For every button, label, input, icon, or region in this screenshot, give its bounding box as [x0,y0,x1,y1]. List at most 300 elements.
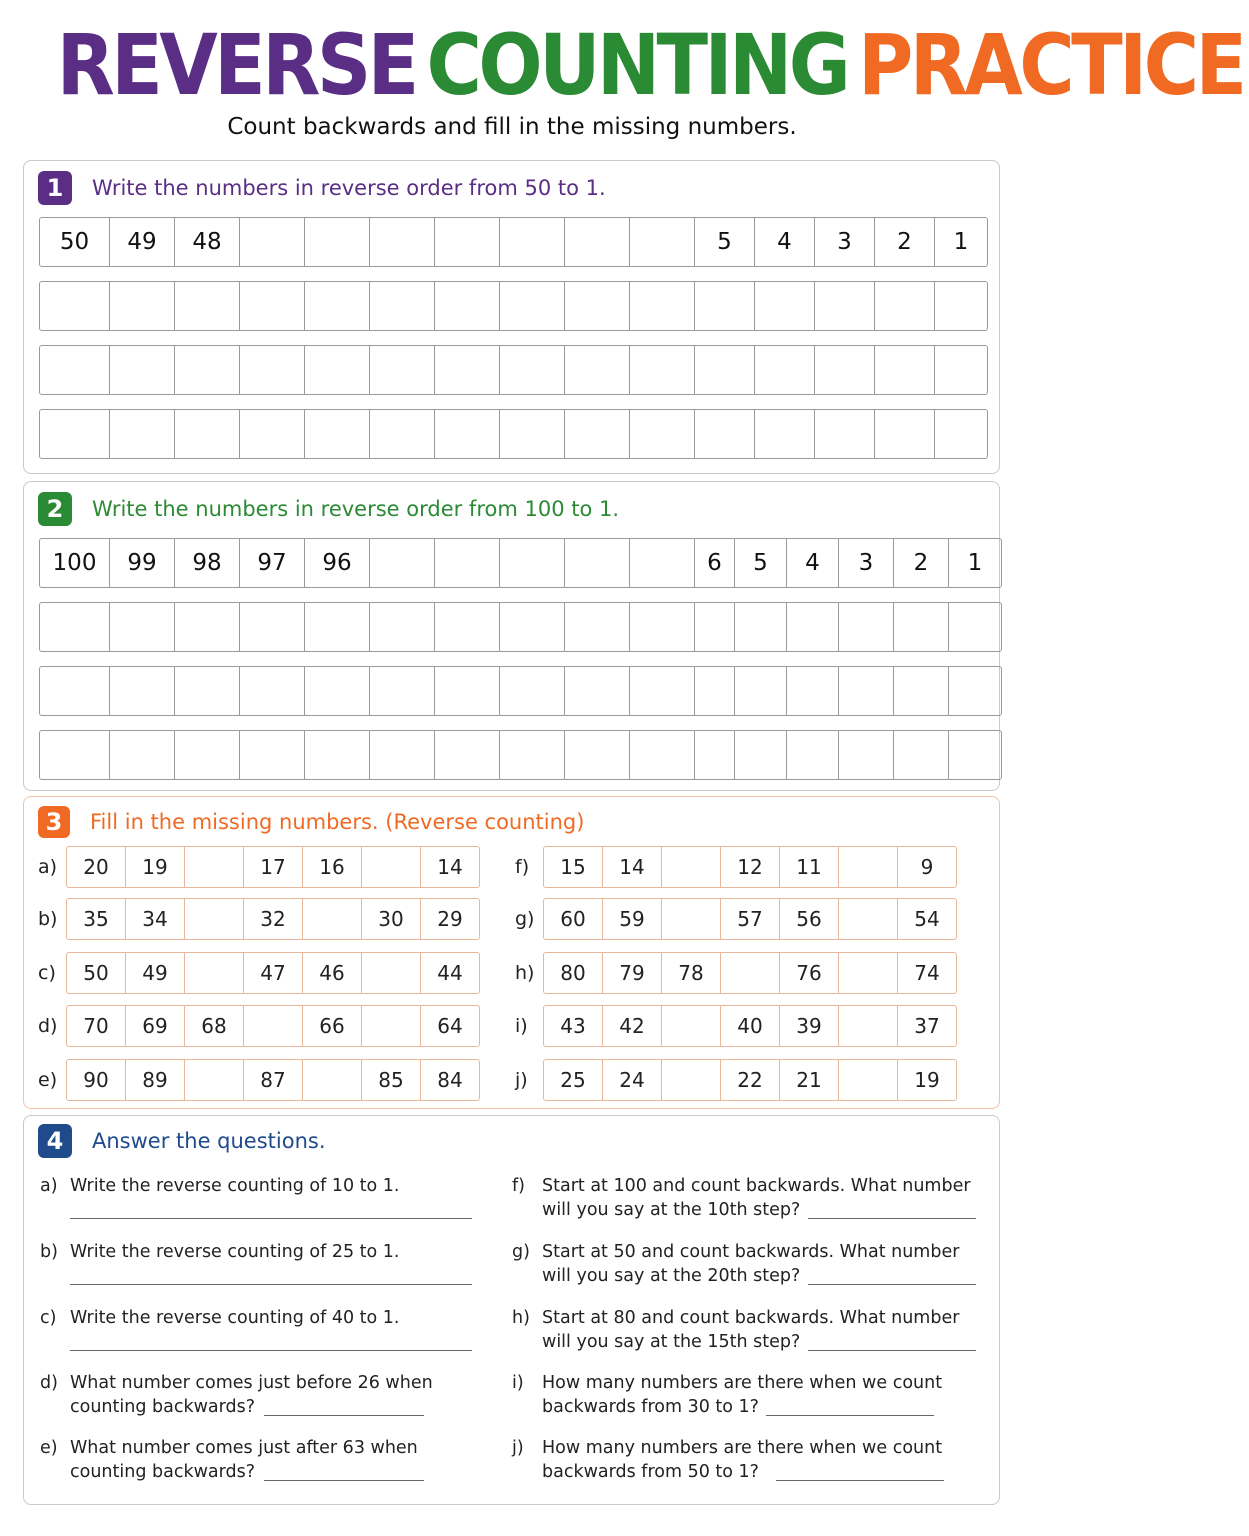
missing-number-row-e [38,1059,480,1101]
given-number-cell: 9 [897,846,957,888]
section2-grid-row [39,538,1002,588]
answer-cell[interactable] [838,602,894,652]
question-e [40,1436,490,1496]
blank-answer-cell[interactable] [361,846,421,888]
answer-cell[interactable] [629,345,695,395]
answer-line[interactable] [808,1218,976,1219]
answer-cell[interactable] [838,730,894,780]
section-1-title: Write the numbers in reverse order from 50 to 1. [92,176,606,200]
answer-cell[interactable] [434,538,500,588]
answer-line[interactable] [70,1284,472,1285]
answer-line[interactable] [70,1350,472,1351]
answer-cell[interactable] [893,602,949,652]
given-number-cell: 19 [897,1059,957,1101]
question-text-continued: counting backwards? [70,1462,256,1482]
answer-cell[interactable] [694,345,755,395]
given-number-cell: 54 [897,898,957,940]
question-h [512,1306,962,1366]
blank-answer-cell[interactable] [361,952,421,994]
answer-cell[interactable] [304,730,370,780]
given-number-cell: 3 [838,538,894,588]
given-number-cell: 43 [543,1005,603,1047]
given-number-cell: 37 [897,1005,957,1047]
given-number-cell: 79 [602,952,662,994]
blank-answer-cell[interactable] [661,1059,721,1101]
given-number-cell: 34 [125,898,185,940]
given-number-cell: 100 [39,538,110,588]
answer-cell[interactable] [109,281,175,331]
given-number-cell: 84 [420,1059,480,1101]
number-sequence [66,1059,480,1101]
section1-grid-row [39,345,988,395]
blank-answer-cell[interactable] [838,1059,898,1101]
given-number-cell: 30 [361,898,421,940]
given-number-cell: 57 [720,898,780,940]
section-3 [23,796,1000,1109]
answer-cell[interactable] [934,281,988,331]
given-number-cell: 74 [897,952,957,994]
given-number-cell: 5 [694,217,755,267]
question-label: j) [512,1438,524,1458]
given-number-cell: 50 [39,217,110,267]
number-sequence [543,1005,957,1047]
given-number-cell: 97 [239,538,305,588]
section2-grid-row [39,602,1002,652]
answer-cell[interactable] [434,409,500,459]
answer-cell[interactable] [39,666,110,716]
given-number-cell: 2 [893,538,949,588]
given-number-cell: 85 [361,1059,421,1101]
given-number-cell: 35 [66,898,126,940]
section-1-header [38,171,606,205]
answer-cell[interactable] [814,281,875,331]
answer-cell[interactable] [874,345,935,395]
answer-cell[interactable] [629,666,695,716]
answer-line[interactable] [264,1480,424,1481]
missing-number-row-a [38,846,480,888]
answer-cell[interactable] [754,281,815,331]
section1-grid-row [39,281,988,331]
answer-cell[interactable] [786,666,839,716]
blank-answer-cell[interactable] [302,898,362,940]
row-label: i) [515,1015,528,1037]
blank-answer-cell[interactable] [361,1005,421,1047]
answer-cell[interactable] [564,730,630,780]
answer-cell[interactable] [369,217,435,267]
blank-answer-cell[interactable] [184,846,244,888]
answer-cell[interactable] [109,730,175,780]
given-number-cell: 50 [66,952,126,994]
answer-cell[interactable] [629,217,695,267]
given-number-cell: 12 [720,846,780,888]
section-4-badge: 4 [38,1124,72,1158]
answer-cell[interactable] [499,730,565,780]
given-number-cell: 21 [779,1059,839,1101]
given-number-cell: 24 [602,1059,662,1101]
row-label: f) [515,856,530,878]
question-b [40,1240,490,1300]
given-number-cell: 16 [302,846,362,888]
answer-cell[interactable] [499,602,565,652]
question-j [512,1436,962,1496]
given-number-cell: 1 [934,217,988,267]
answer-cell[interactable] [239,730,305,780]
given-number-cell: 3 [814,217,875,267]
answer-cell[interactable] [694,281,755,331]
answer-cell[interactable] [369,730,435,780]
question-text-continued: backwards from 50 to 1? [542,1462,759,1482]
answer-cell[interactable] [874,409,935,459]
missing-number-row-f [515,846,957,888]
number-sequence [66,846,480,888]
question-label: c) [40,1308,57,1328]
number-sequence [543,1059,957,1101]
answer-cell[interactable] [564,409,630,459]
blank-answer-cell[interactable] [838,1005,898,1047]
question-label: b) [40,1242,58,1262]
given-number-cell: 70 [66,1005,126,1047]
blank-answer-cell[interactable] [184,1059,244,1101]
answer-cell[interactable] [39,281,110,331]
question-text-continued: will you say at the 20th step? [542,1266,801,1286]
answer-cell[interactable] [694,602,735,652]
missing-number-row-i [515,1005,957,1047]
blank-answer-cell[interactable] [838,846,898,888]
answer-cell[interactable] [304,602,370,652]
answer-cell[interactable] [694,409,755,459]
row-label: g) [515,908,535,930]
blank-answer-cell[interactable] [243,1005,303,1047]
number-sequence [543,952,957,994]
row-label: b) [38,908,58,930]
title-word-reverse: REVERSE [56,16,416,114]
given-number-cell: 25 [543,1059,603,1101]
given-number-cell: 49 [109,217,175,267]
given-number-cell: 29 [420,898,480,940]
answer-cell[interactable] [564,666,630,716]
number-sequence [66,1005,480,1047]
answer-cell[interactable] [734,730,787,780]
question-text: Start at 80 and count backwards. What number [542,1308,960,1328]
answer-cell[interactable] [174,602,240,652]
answer-cell[interactable] [499,666,565,716]
section2-grid-row [39,730,1002,780]
missing-number-row-c [38,952,480,994]
worksheet-title [51,16,1244,114]
question-text: What number comes just before 26 when [70,1373,433,1393]
section-1-badge: 1 [38,171,72,205]
question-label: h) [512,1308,530,1328]
question-label: e) [40,1438,58,1458]
given-number-cell: 49 [125,952,185,994]
answer-cell[interactable] [734,602,787,652]
given-number-cell: 69 [125,1005,185,1047]
title-word-practice: PRACTICE [857,16,1244,114]
answer-cell[interactable] [369,538,435,588]
answer-cell[interactable] [239,281,305,331]
answer-cell[interactable] [239,666,305,716]
answer-cell[interactable] [174,666,240,716]
question-text-continued: will you say at the 15th step? [542,1332,801,1352]
answer-cell[interactable] [174,345,240,395]
given-number-cell: 66 [302,1005,362,1047]
answer-cell[interactable] [629,730,695,780]
answer-cell[interactable] [934,345,988,395]
answer-cell[interactable] [499,217,565,267]
given-number-cell: 59 [602,898,662,940]
answer-cell[interactable] [239,409,305,459]
given-number-cell: 17 [243,846,303,888]
question-i [512,1371,962,1431]
answer-cell[interactable] [434,217,500,267]
section-3-badge: 3 [38,806,70,838]
answer-line[interactable] [808,1350,976,1351]
given-number-cell: 4 [786,538,839,588]
question-a [40,1174,490,1234]
missing-number-row-h [515,952,957,994]
answer-cell[interactable] [239,602,305,652]
answer-cell[interactable] [369,345,435,395]
answer-cell[interactable] [754,345,815,395]
worksheet-subtitle: Count backwards and fill in the missing numbers. [227,114,797,140]
answer-line[interactable] [776,1480,944,1481]
answer-cell[interactable] [434,345,500,395]
answer-cell[interactable] [948,730,1002,780]
answer-cell[interactable] [838,666,894,716]
answer-cell[interactable] [304,666,370,716]
answer-line[interactable] [264,1415,424,1416]
question-d [40,1371,490,1431]
answer-cell[interactable] [629,602,695,652]
answer-cell[interactable] [629,281,695,331]
answer-cell[interactable] [694,730,735,780]
given-number-cell: 46 [302,952,362,994]
answer-cell[interactable] [39,602,110,652]
given-number-cell: 90 [66,1059,126,1101]
given-number-cell: 6 [694,538,735,588]
missing-number-row-b [38,898,480,940]
answer-cell[interactable] [39,730,110,780]
answer-cell[interactable] [754,409,815,459]
question-label: d) [40,1373,58,1393]
question-label: a) [40,1176,58,1196]
given-number-cell: 19 [125,846,185,888]
given-number-cell: 40 [720,1005,780,1047]
section-2 [23,481,1000,791]
question-text: What number comes just after 63 when [70,1438,418,1458]
given-number-cell: 78 [661,952,721,994]
answer-cell[interactable] [434,602,500,652]
section-1 [23,160,1000,474]
section-4 [23,1115,1000,1505]
blank-answer-cell[interactable] [661,846,721,888]
answer-cell[interactable] [109,409,175,459]
row-label: h) [515,962,535,984]
answer-cell[interactable] [39,409,110,459]
question-text-continued: backwards from 30 to 1? [542,1397,759,1417]
question-label: i) [512,1373,524,1393]
answer-cell[interactable] [239,217,305,267]
answer-line[interactable] [808,1284,976,1285]
answer-cell[interactable] [434,730,500,780]
answer-cell[interactable] [109,602,175,652]
question-text: Write the reverse counting of 10 to 1. [70,1176,400,1196]
missing-number-row-d [38,1005,480,1047]
answer-line[interactable] [766,1415,934,1416]
answer-cell[interactable] [499,538,565,588]
given-number-cell: 14 [420,846,480,888]
given-number-cell: 14 [602,846,662,888]
question-text: Start at 100 and count backwards. What number [542,1176,971,1196]
answer-cell[interactable] [434,666,500,716]
question-label: g) [512,1242,530,1262]
given-number-cell: 68 [184,1005,244,1047]
given-number-cell: 98 [174,538,240,588]
blank-answer-cell[interactable] [302,1059,362,1101]
answer-cell[interactable] [948,602,1002,652]
given-number-cell: 60 [543,898,603,940]
answer-cell[interactable] [174,409,240,459]
answer-cell[interactable] [369,666,435,716]
question-text: Start at 50 and count backwards. What number [542,1242,960,1262]
answer-cell[interactable] [629,538,695,588]
title-word-counting: COUNTING [426,16,848,114]
given-number-cell: 56 [779,898,839,940]
answer-cell[interactable] [564,602,630,652]
blank-answer-cell[interactable] [661,1005,721,1047]
answer-cell[interactable] [564,538,630,588]
given-number-cell: 80 [543,952,603,994]
missing-number-row-g [515,898,957,940]
answer-cell[interactable] [369,409,435,459]
given-number-cell: 64 [420,1005,480,1047]
blank-answer-cell[interactable] [184,898,244,940]
row-label: e) [38,1069,58,1091]
section2-grid-row [39,666,1002,716]
section-4-header [38,1124,326,1158]
blank-answer-cell[interactable] [661,898,721,940]
missing-number-row-j [515,1059,957,1101]
row-label: a) [38,856,58,878]
number-sequence [543,898,957,940]
answer-cell[interactable] [814,409,875,459]
question-g [512,1240,962,1300]
given-number-cell: 47 [243,952,303,994]
answer-cell[interactable] [893,730,949,780]
row-label: d) [38,1015,58,1037]
answer-cell[interactable] [564,217,630,267]
section1-grid-row [39,217,988,267]
given-number-cell: 48 [174,217,240,267]
answer-cell[interactable] [434,281,500,331]
answer-cell[interactable] [629,409,695,459]
given-number-cell: 32 [243,898,303,940]
answer-cell[interactable] [564,281,630,331]
answer-cell[interactable] [369,602,435,652]
given-number-cell: 1 [948,538,1002,588]
section-3-title: Fill in the missing numbers. (Reverse counting) [90,810,585,834]
question-text: Write the reverse counting of 40 to 1. [70,1308,400,1328]
question-text: How many numbers are there when we count [542,1373,943,1393]
blank-answer-cell[interactable] [838,898,898,940]
answer-cell[interactable] [499,281,565,331]
answer-cell[interactable] [39,345,110,395]
section-4-title: Answer the questions. [92,1129,326,1153]
answer-cell[interactable] [934,409,988,459]
answer-cell[interactable] [893,666,949,716]
answer-cell[interactable] [304,281,370,331]
answer-cell[interactable] [499,409,565,459]
section1-grid-row [39,409,988,459]
given-number-cell: 87 [243,1059,303,1101]
section-2-badge: 2 [38,492,72,526]
given-number-cell: 39 [779,1005,839,1047]
answer-cell[interactable] [694,666,735,716]
answer-cell[interactable] [304,409,370,459]
section-2-header [38,492,619,526]
given-number-cell: 20 [66,846,126,888]
answer-cell[interactable] [369,281,435,331]
given-number-cell: 96 [304,538,370,588]
answer-cell[interactable] [564,345,630,395]
question-text-continued: will you say at the 10th step? [542,1200,801,1220]
question-text-continued: counting backwards? [70,1397,256,1417]
question-f [512,1174,971,1234]
number-sequence [543,846,957,888]
given-number-cell: 11 [779,846,839,888]
row-label: j) [515,1069,528,1091]
answer-cell[interactable] [174,730,240,780]
section-2-title: Write the numbers in reverse order from 100 to 1. [92,497,620,521]
answer-cell[interactable] [499,345,565,395]
given-number-cell: 99 [109,538,175,588]
given-number-cell: 76 [779,952,839,994]
given-number-cell: 5 [734,538,787,588]
answer-cell[interactable] [734,666,787,716]
answer-cell[interactable] [786,602,839,652]
answer-cell[interactable] [948,666,1002,716]
blank-answer-cell[interactable] [720,952,780,994]
given-number-cell: 44 [420,952,480,994]
given-number-cell: 42 [602,1005,662,1047]
blank-answer-cell[interactable] [184,952,244,994]
answer-cell[interactable] [239,345,305,395]
section-3-header [38,805,584,839]
given-number-cell: 4 [754,217,815,267]
question-label: f) [512,1176,525,1196]
answer-cell[interactable] [874,281,935,331]
answer-cell[interactable] [109,345,175,395]
answer-cell[interactable] [174,281,240,331]
question-c [40,1306,490,1366]
given-number-cell: 89 [125,1059,185,1101]
blank-answer-cell[interactable] [838,952,898,994]
answer-line[interactable] [70,1218,472,1219]
question-text: Write the reverse counting of 25 to 1. [70,1242,400,1262]
question-text: How many numbers are there when we count [542,1438,943,1458]
answer-cell[interactable] [109,666,175,716]
answer-cell[interactable] [304,345,370,395]
row-label: c) [38,962,56,984]
given-number-cell: 22 [720,1059,780,1101]
answer-cell[interactable] [814,345,875,395]
number-sequence [66,898,480,940]
number-sequence [66,952,480,994]
answer-cell[interactable] [304,217,370,267]
given-number-cell: 2 [874,217,935,267]
answer-cell[interactable] [786,730,839,780]
given-number-cell: 15 [543,846,603,888]
